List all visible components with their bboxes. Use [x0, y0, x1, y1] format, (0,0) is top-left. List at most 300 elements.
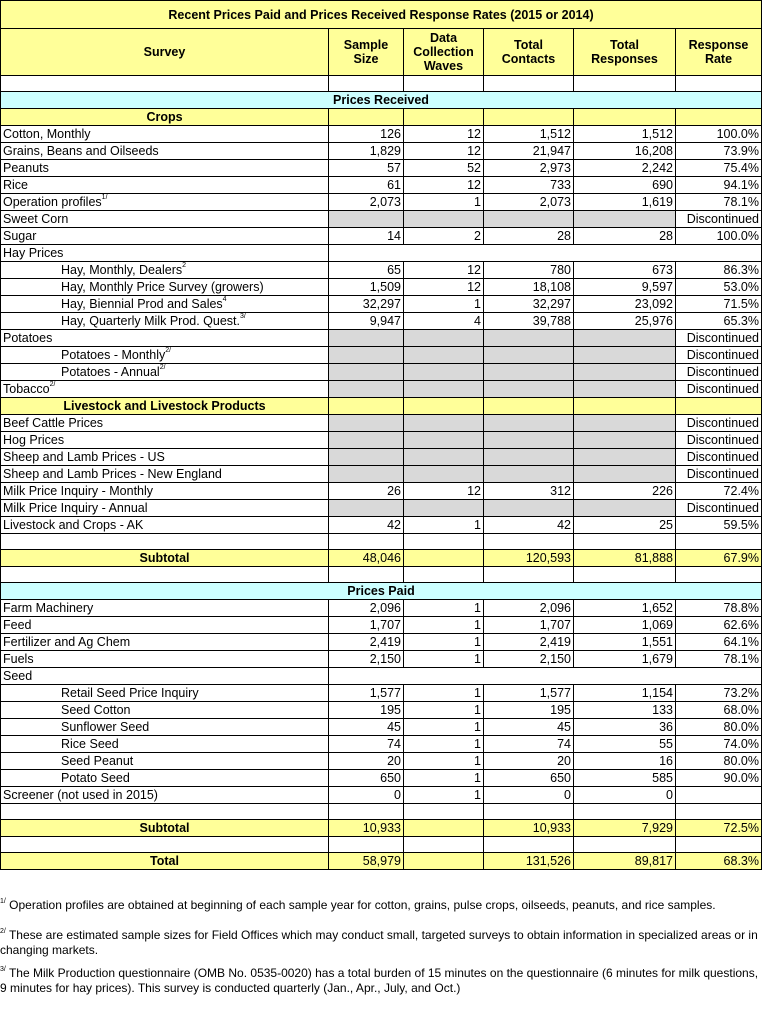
cell-contacts: 42	[484, 517, 574, 534]
cell-size	[329, 364, 404, 381]
cell-size: 195	[329, 702, 404, 719]
empty-span	[329, 245, 762, 262]
header-waves: Data Collection Waves	[404, 29, 484, 76]
survey-name	[1, 770, 329, 787]
spacer-row	[1, 76, 762, 92]
survey-name	[1, 245, 329, 262]
cell-waves: 2	[404, 228, 484, 245]
cell-rate: Discontinued	[676, 330, 762, 347]
survey-name	[1, 634, 329, 651]
survey-name-text: Retail Seed Price Inquiry	[61, 686, 199, 700]
survey-name-text: Grains, Beans and Oilseeds	[3, 144, 159, 158]
cell-contacts: 650	[484, 770, 574, 787]
blank-cell	[404, 76, 484, 92]
survey-name-text: Feed	[3, 618, 32, 632]
cell-responses: 1,652	[574, 600, 676, 617]
blank-cell	[484, 76, 574, 92]
survey-name	[1, 719, 329, 736]
survey-name-text: Potatoes - Monthly	[61, 348, 166, 362]
cell-waves: 1	[404, 719, 484, 736]
survey-name-text: Potato Seed	[61, 771, 130, 785]
survey-name-text: Seed Cotton	[61, 703, 131, 717]
cell-size	[329, 449, 404, 466]
header-survey: Survey	[1, 29, 329, 76]
total-contacts: 131,526	[484, 853, 574, 870]
footnote-mark: 2/	[159, 364, 166, 371]
subsection-filler	[676, 109, 762, 126]
header-row	[1, 29, 762, 76]
cell-rate: 78.1%	[676, 194, 762, 211]
subsection-filler	[574, 398, 676, 415]
total-responses: 81,888	[574, 550, 676, 567]
survey-name	[1, 432, 329, 449]
footnote-mark: 3/	[0, 966, 6, 973]
cell-waves	[404, 347, 484, 364]
cell-waves: 1	[404, 702, 484, 719]
blank-cell	[404, 804, 484, 820]
cell-responses: 16,208	[574, 143, 676, 160]
subsection-filler	[404, 398, 484, 415]
table-row	[1, 668, 762, 685]
cell-responses	[574, 381, 676, 398]
cell-responses: 0	[574, 787, 676, 804]
survey-name-text: Sweet Corn	[3, 212, 69, 226]
survey-name-text: Milk Price Inquiry - Annual	[3, 501, 148, 515]
table-row	[1, 634, 762, 651]
cell-size: 1,829	[329, 143, 404, 160]
table-row	[1, 432, 762, 449]
footnote	[0, 928, 760, 958]
section-label: Prices Paid	[1, 583, 762, 600]
cell-waves: 52	[404, 160, 484, 177]
cell-waves: 1	[404, 600, 484, 617]
cell-rate: 94.1%	[676, 177, 762, 194]
subsection-filler	[329, 109, 404, 126]
blank-cell	[404, 837, 484, 853]
subsection-label: Crops	[1, 109, 329, 126]
cell-size: 2,096	[329, 600, 404, 617]
footnote	[0, 966, 760, 996]
survey-name-text: Hay, Monthly, Dealers	[61, 263, 183, 277]
cell-rate: 65.3%	[676, 313, 762, 330]
table-row	[1, 466, 762, 483]
survey-name	[1, 143, 329, 160]
cell-responses: 25,976	[574, 313, 676, 330]
cell-rate: 78.1%	[676, 651, 762, 668]
cell-size: 74	[329, 736, 404, 753]
cell-waves: 12	[404, 126, 484, 143]
table-row	[1, 736, 762, 753]
cell-size: 2,419	[329, 634, 404, 651]
cell-waves: 1	[404, 736, 484, 753]
survey-name	[1, 126, 329, 143]
subtotal-paid-row	[1, 820, 762, 837]
blank-cell	[1, 76, 329, 92]
cell-size: 1,509	[329, 279, 404, 296]
cell-size: 42	[329, 517, 404, 534]
header-responses: Total Responses	[574, 29, 676, 76]
cell-size: 26	[329, 483, 404, 500]
survey-name	[1, 753, 329, 770]
cell-responses: 55	[574, 736, 676, 753]
total-waves	[404, 853, 484, 870]
table-row	[1, 719, 762, 736]
cell-waves: 1	[404, 770, 484, 787]
cell-size	[329, 330, 404, 347]
spacer-row	[1, 837, 762, 853]
survey-name-text: Tobacco	[3, 382, 50, 396]
subsection-filler	[484, 109, 574, 126]
cell-rate: Discontinued	[676, 364, 762, 381]
cell-rate: 86.3%	[676, 262, 762, 279]
cell-responses: 133	[574, 702, 676, 719]
survey-name-text: Sheep and Lamb Prices - New England	[3, 467, 222, 481]
header-rate: Response Rate	[676, 29, 762, 76]
cell-responses: 1,551	[574, 634, 676, 651]
total-waves	[404, 550, 484, 567]
blank-cell	[1, 567, 329, 583]
survey-name-text: Beef Cattle Prices	[3, 416, 104, 430]
blank-cell	[676, 837, 762, 853]
cell-rate: Discontinued	[676, 432, 762, 449]
cell-waves	[404, 449, 484, 466]
survey-name	[1, 364, 329, 381]
table-row	[1, 245, 762, 262]
total-responses: 7,929	[574, 820, 676, 837]
blank-cell	[1, 534, 329, 550]
survey-name	[1, 702, 329, 719]
table-row	[1, 600, 762, 617]
survey-name	[1, 449, 329, 466]
cell-size: 1,577	[329, 685, 404, 702]
survey-name	[1, 517, 329, 534]
cell-waves	[404, 330, 484, 347]
cell-rate: 59.5%	[676, 517, 762, 534]
cell-rate: 75.4%	[676, 160, 762, 177]
cell-responses: 25	[574, 517, 676, 534]
cell-rate: 73.2%	[676, 685, 762, 702]
subsection-filler	[574, 109, 676, 126]
table-row	[1, 211, 762, 228]
cell-size: 61	[329, 177, 404, 194]
cell-size: 45	[329, 719, 404, 736]
survey-name-text: Seed	[3, 669, 33, 683]
cell-responses: 690	[574, 177, 676, 194]
cell-responses: 9,597	[574, 279, 676, 296]
cell-rate: 68.0%	[676, 702, 762, 719]
total-size: 10,933	[329, 820, 404, 837]
table-row	[1, 160, 762, 177]
cell-contacts: 1,707	[484, 617, 574, 634]
footnote-mark: 2	[182, 262, 187, 269]
table-body	[1, 1, 762, 870]
survey-name-text: Livestock and Crops - AK	[3, 518, 144, 532]
table-row	[1, 753, 762, 770]
cell-waves	[404, 466, 484, 483]
total-rate: 68.3%	[676, 853, 762, 870]
cell-contacts	[484, 381, 574, 398]
table-row	[1, 194, 762, 211]
survey-name-text: Sheep and Lamb Prices - US	[3, 450, 165, 464]
table-row	[1, 500, 762, 517]
cell-waves	[404, 211, 484, 228]
table-row	[1, 126, 762, 143]
cell-responses: 16	[574, 753, 676, 770]
cell-rate: Discontinued	[676, 211, 762, 228]
total-contacts: 120,593	[484, 550, 574, 567]
table-row	[1, 228, 762, 245]
table-row	[1, 517, 762, 534]
table-row	[1, 279, 762, 296]
cell-contacts: 0	[484, 787, 574, 804]
blank-cell	[1, 837, 329, 853]
grand-total-row	[1, 853, 762, 870]
cell-contacts	[484, 364, 574, 381]
table-row	[1, 617, 762, 634]
title-row	[1, 1, 762, 29]
table-row	[1, 685, 762, 702]
cell-rate: 71.5%	[676, 296, 762, 313]
cell-rate: Discontinued	[676, 449, 762, 466]
cell-responses: 2,242	[574, 160, 676, 177]
survey-name	[1, 381, 329, 398]
cell-contacts: 21,947	[484, 143, 574, 160]
cell-waves	[404, 500, 484, 517]
survey-name-text: Hay, Biennial Prod and Sales	[61, 297, 223, 311]
table-row	[1, 787, 762, 804]
cell-responses	[574, 432, 676, 449]
cell-waves: 12	[404, 177, 484, 194]
total-label: Total	[1, 853, 329, 870]
cell-waves: 4	[404, 313, 484, 330]
table-row	[1, 770, 762, 787]
cell-contacts: 733	[484, 177, 574, 194]
footnote-text: Operation profiles are obtained at beginning of each sample year for cotton, grains, pulse crops, oilseeds, peanuts, and rice samples.	[5, 898, 716, 912]
survey-name	[1, 600, 329, 617]
cell-rate: 100.0%	[676, 228, 762, 245]
spacer-row	[1, 567, 762, 583]
cell-size	[329, 415, 404, 432]
cell-responses: 36	[574, 719, 676, 736]
total-responses: 89,817	[574, 853, 676, 870]
cell-contacts	[484, 466, 574, 483]
total-contacts: 10,933	[484, 820, 574, 837]
cell-waves	[404, 415, 484, 432]
survey-name	[1, 415, 329, 432]
survey-name-text: Fertilizer and Ag Chem	[3, 635, 131, 649]
cell-size: 57	[329, 160, 404, 177]
subsection-filler	[404, 109, 484, 126]
header-sample-size: Sample Size	[329, 29, 404, 76]
cell-responses: 1,154	[574, 685, 676, 702]
subsection-filler	[329, 398, 404, 415]
cell-contacts: 39,788	[484, 313, 574, 330]
cell-waves: 12	[404, 483, 484, 500]
cell-size: 65	[329, 262, 404, 279]
footnote-mark: 4	[222, 296, 227, 303]
cell-size: 1,707	[329, 617, 404, 634]
blank-cell	[574, 804, 676, 820]
cell-waves: 1	[404, 296, 484, 313]
cell-contacts	[484, 347, 574, 364]
subsection-filler	[484, 398, 574, 415]
blank-cell	[1, 804, 329, 820]
table-row	[1, 143, 762, 160]
blank-cell	[329, 76, 404, 92]
table-row	[1, 449, 762, 466]
blank-cell	[574, 567, 676, 583]
cell-waves	[404, 364, 484, 381]
spacer-row	[1, 534, 762, 550]
cell-rate: Discontinued	[676, 347, 762, 364]
table-row	[1, 702, 762, 719]
cell-contacts	[484, 211, 574, 228]
cell-contacts	[484, 432, 574, 449]
blank-cell	[404, 567, 484, 583]
subsection-livestock	[1, 398, 762, 415]
table-row	[1, 330, 762, 347]
cell-contacts	[484, 330, 574, 347]
survey-name-text: Cotton, Monthly	[3, 127, 91, 141]
spacer-row	[1, 804, 762, 820]
survey-name	[1, 617, 329, 634]
footnote-mark: 2/	[49, 381, 56, 388]
cell-rate: 100.0%	[676, 126, 762, 143]
table-row	[1, 364, 762, 381]
table-row	[1, 483, 762, 500]
cell-rate: Discontinued	[676, 415, 762, 432]
total-waves	[404, 820, 484, 837]
cell-rate: Discontinued	[676, 500, 762, 517]
cell-responses	[574, 364, 676, 381]
blank-cell	[484, 804, 574, 820]
footnote-text: These are estimated sample sizes for Field Offices which may conduct small, targeted surveys to obtain information in specialized areas or in changing markets.	[0, 928, 758, 957]
table-row	[1, 381, 762, 398]
cell-responses	[574, 347, 676, 364]
cell-size	[329, 381, 404, 398]
survey-name-text: Hog Prices	[3, 433, 65, 447]
blank-cell	[574, 76, 676, 92]
cell-contacts: 2,150	[484, 651, 574, 668]
survey-name	[1, 787, 329, 804]
cell-waves: 1	[404, 634, 484, 651]
survey-name	[1, 651, 329, 668]
cell-responses: 23,092	[574, 296, 676, 313]
blank-cell	[404, 534, 484, 550]
section-label: Prices Received	[1, 92, 762, 109]
blank-cell	[329, 804, 404, 820]
table-row	[1, 651, 762, 668]
cell-contacts: 18,108	[484, 279, 574, 296]
blank-cell	[484, 567, 574, 583]
blank-cell	[484, 837, 574, 853]
footnote-mark: 1/	[0, 898, 6, 905]
survey-name	[1, 500, 329, 517]
blank-cell	[676, 804, 762, 820]
cell-responses	[574, 500, 676, 517]
cell-size: 2,150	[329, 651, 404, 668]
cell-size: 126	[329, 126, 404, 143]
cell-contacts: 20	[484, 753, 574, 770]
cell-waves: 1	[404, 685, 484, 702]
cell-contacts: 45	[484, 719, 574, 736]
survey-name-text: Farm Machinery	[3, 601, 94, 615]
cell-contacts: 312	[484, 483, 574, 500]
cell-responses: 1,619	[574, 194, 676, 211]
cell-size: 32,297	[329, 296, 404, 313]
survey-name	[1, 194, 329, 211]
cell-size	[329, 347, 404, 364]
cell-contacts: 195	[484, 702, 574, 719]
survey-name-text: Rice Seed	[61, 737, 119, 751]
cell-responses: 1,512	[574, 126, 676, 143]
survey-name-text: Hay Prices	[3, 246, 64, 260]
survey-name	[1, 330, 329, 347]
cell-responses: 1,679	[574, 651, 676, 668]
cell-contacts: 74	[484, 736, 574, 753]
survey-name	[1, 347, 329, 364]
cell-responses: 226	[574, 483, 676, 500]
cell-waves: 1	[404, 753, 484, 770]
footnote-mark: 2/	[165, 347, 172, 354]
cell-waves: 12	[404, 143, 484, 160]
survey-name-text: Operation profiles	[3, 195, 102, 209]
cell-contacts: 2,073	[484, 194, 574, 211]
cell-contacts: 32,297	[484, 296, 574, 313]
survey-name	[1, 211, 329, 228]
cell-responses: 1,069	[574, 617, 676, 634]
blank-cell	[676, 76, 762, 92]
survey-name	[1, 466, 329, 483]
table-title: Recent Prices Paid and Prices Received Response Rates (2015 or 2014)	[1, 1, 762, 29]
cell-contacts: 2,973	[484, 160, 574, 177]
subtotal-received-row	[1, 550, 762, 567]
cell-waves: 1	[404, 194, 484, 211]
cell-size	[329, 500, 404, 517]
cell-rate: 74.0%	[676, 736, 762, 753]
cell-rate: Discontinued	[676, 381, 762, 398]
section-prices-received	[1, 92, 762, 109]
survey-name	[1, 685, 329, 702]
header-contacts: Total Contacts	[484, 29, 574, 76]
cell-rate: Discontinued	[676, 466, 762, 483]
blank-cell	[484, 534, 574, 550]
cell-waves: 12	[404, 279, 484, 296]
cell-contacts: 1,577	[484, 685, 574, 702]
cell-rate: 90.0%	[676, 770, 762, 787]
cell-rate: 80.0%	[676, 753, 762, 770]
cell-responses	[574, 415, 676, 432]
survey-name-text: Peanuts	[3, 161, 49, 175]
empty-span	[329, 668, 762, 685]
total-rate: 72.5%	[676, 820, 762, 837]
cell-waves: 12	[404, 262, 484, 279]
cell-size: 14	[329, 228, 404, 245]
cell-contacts	[484, 415, 574, 432]
blank-cell	[574, 837, 676, 853]
survey-name	[1, 160, 329, 177]
survey-name	[1, 296, 329, 313]
cell-responses	[574, 466, 676, 483]
cell-size: 2,073	[329, 194, 404, 211]
survey-name-text: Seed Peanut	[61, 754, 134, 768]
table-row	[1, 262, 762, 279]
cell-contacts: 1,512	[484, 126, 574, 143]
cell-rate: 72.4%	[676, 483, 762, 500]
cell-responses	[574, 330, 676, 347]
survey-name-text: Sunflower Seed	[61, 720, 150, 734]
cell-rate	[676, 787, 762, 804]
